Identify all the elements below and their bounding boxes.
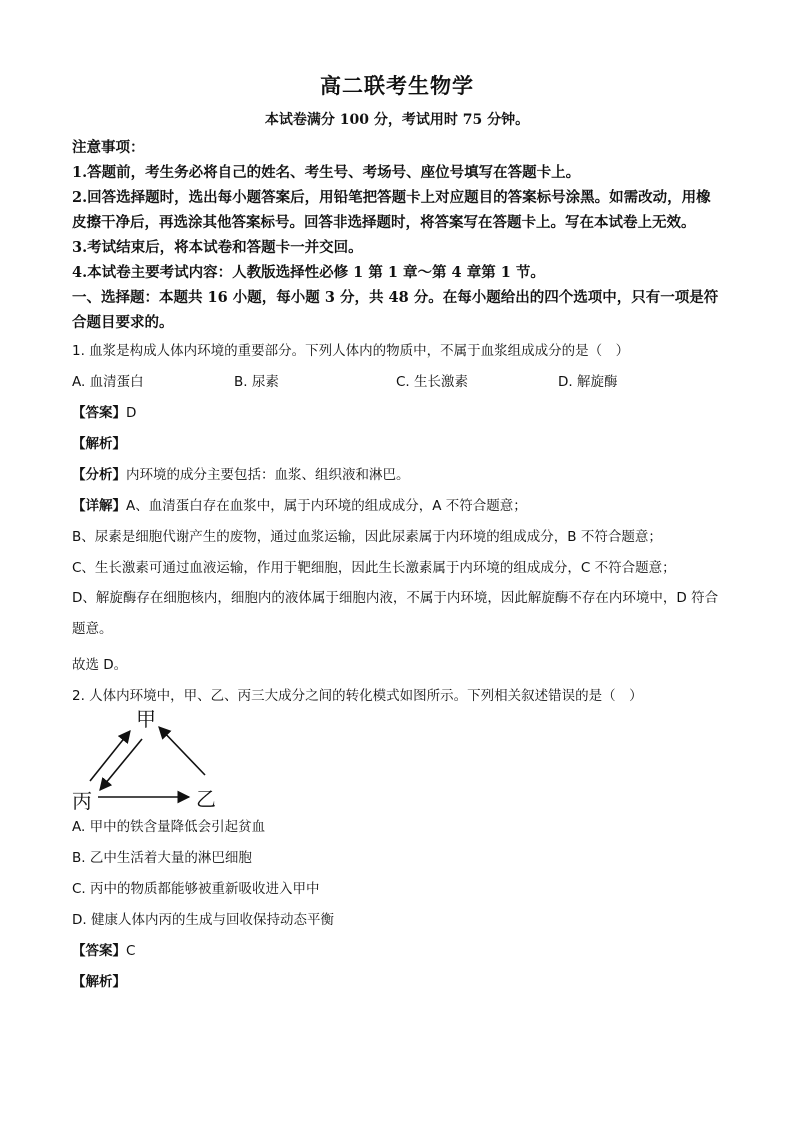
q1-detail-d: D、解旋酶存在细胞核内，细胞内的液体属于细胞内液，不属于内环境，因此解旋酶不存在内环境中，D 符合题意。 bbox=[72, 590, 719, 637]
q1-analysis-tag: 【解析】 bbox=[72, 436, 126, 452]
fenxi-text: 内环境的成分主要包括：血浆、组织液和淋巴。 bbox=[126, 467, 410, 483]
q2-option-c: C. 丙中的物质都能够被重新吸收进入甲中 bbox=[72, 881, 320, 897]
q1-option-d: D. 解旋酶 bbox=[558, 374, 618, 390]
q2-analysis-tag: 【解析】 bbox=[72, 974, 126, 990]
q1-options bbox=[72, 372, 722, 393]
diagram-arrows bbox=[72, 711, 242, 811]
q1-option-c: C. 生长激素 bbox=[396, 374, 469, 390]
notice-item-4: 4.本试卷主要考试内容：人教版选择性必修 1 第 1 章～第 4 章第 1 节。 bbox=[72, 264, 545, 281]
transformation-diagram bbox=[72, 707, 242, 813]
exam-page bbox=[72, 66, 722, 993]
node-jia: 甲 bbox=[136, 707, 156, 731]
arrow-yi-to-jia bbox=[159, 727, 205, 775]
fenxi-tag: 【分析】 bbox=[72, 467, 126, 483]
exam-info: 本试卷满分 100 分，考试用时 75 分钟。 bbox=[264, 112, 530, 128]
q1-detail-a bbox=[72, 496, 722, 517]
arrow-bing-to-jia bbox=[90, 731, 130, 781]
q2-answer bbox=[72, 941, 722, 962]
q1-option-b: B. 尿素 bbox=[234, 374, 279, 390]
q1-fenxi bbox=[72, 465, 722, 486]
node-bing: 丙 bbox=[72, 789, 92, 813]
page-title: 高二联考生物学 bbox=[320, 73, 474, 98]
q2-option-b: B. 乙中生活着大量的淋巴细胞 bbox=[72, 850, 252, 866]
notice-item-2: 2.回答选择题时，选出每小题答案后，用铅笔把答题卡上对应题目的答案标号涂黑。如需改动，用橡皮擦干净后，再选涂其他答案标号。回答非选择题时，将答案写在答题卡上。写在本试卷上无效。 bbox=[72, 189, 711, 231]
answer-value: D bbox=[126, 405, 137, 421]
answer-value: C bbox=[126, 943, 136, 959]
q2-stem: 2. 人体内环境中，甲、乙、丙三大成分之间的转化模式如图所示。下列相关叙述错误的是（ ） bbox=[72, 688, 643, 704]
arrow-jia-to-bing bbox=[100, 739, 142, 790]
notice-item-3: 3.考试结束后，将本试卷和答题卡一并交回。 bbox=[72, 239, 363, 256]
q1-detail-c: C、生长激素可通过血液运输，作用于靶细胞，因此生长激素属于内环境的组成成分，C 不符合题意； bbox=[72, 560, 676, 576]
detail-tag: 【详解】 bbox=[72, 498, 126, 514]
q2-option-d: D. 健康人体内丙的生成与回收保持动态平衡 bbox=[72, 912, 334, 928]
q1-option-a: A. 血清蛋白 bbox=[72, 374, 144, 390]
q1-stem: 1. 血浆是构成人体内环境的重要部分。下列人体内的物质中，不属于血浆组成成分的是（ ） bbox=[72, 343, 630, 359]
notice-item-1: 1.答题前，考生务必将自己的姓名、考生号、考场号、座位号填写在答题卡上。 bbox=[72, 164, 581, 181]
q2-option-a: A. 甲中的铁含量降低会引起贫血 bbox=[72, 819, 266, 835]
answer-tag: 【答案】 bbox=[72, 943, 126, 959]
q1-answer bbox=[72, 403, 722, 424]
node-yi: 乙 bbox=[196, 787, 216, 811]
q1-detail-b: B、尿素是细胞代谢产生的废物，通过血浆运输，因此尿素属于内环境的组成成分，B 不符合题意； bbox=[72, 529, 662, 545]
section-heading: 一、选择题：本题共 16 小题，每小题 3 分，共 48 分。在每小题给出的四个选项中，只有一项是符合题目要求的。 bbox=[72, 289, 719, 331]
answer-tag: 【答案】 bbox=[72, 405, 126, 421]
notice-heading: 注意事项： bbox=[72, 139, 145, 156]
q1-conclusion: 故选 D。 bbox=[72, 657, 128, 673]
detail-a-text: A、血清蛋白存在血浆中，属于内环境的组成成分，A 不符合题意； bbox=[126, 498, 527, 514]
